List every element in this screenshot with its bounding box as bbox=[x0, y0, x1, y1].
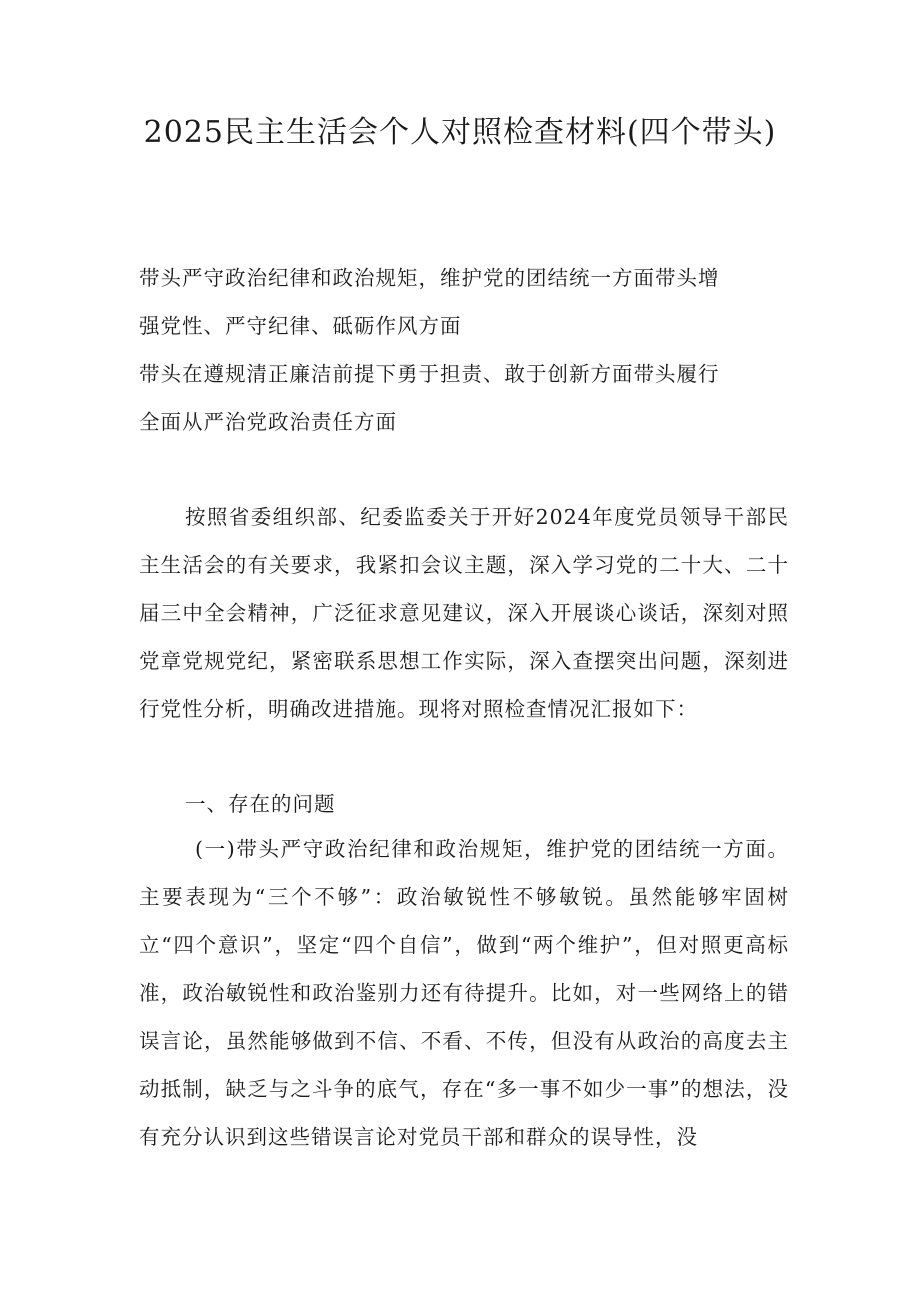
body-paragraph: (一)带头严守政治纪律和政治规矩，维护党的团结统一方面。主要表现为“三个不够”：政治敏锐性不够敏锐。虽然能够牢固树立“四个意识”，坚定“四个自信”，做到“两个维护”，但对照更高标准，政治敏锐性和政治鉴别力还有待提升。比如，对一些网络上的错误言论，虽然能够做到不信、不看、不传，但没有从政治的高度去主动抵制，缺乏与之斗争的底气，存在“多一事不如少一事”的想法，没有充分认识到这些错误言论对党员干部和群众的误导性，没 bbox=[139, 837, 789, 1149]
intro-paragraph: 按照省委组织部、纪委监委关于开好2024年度党员领导干部民主生活会的有关要求，我紧扣会议主题，深入学习党的二十大、二十届三中全会精神，广泛征求意见建议，深入开展谈心谈话，深刻对照党章党规党纪，紧密联系思想工作实际，深入查摆突出问题，深刻进行党性分析，明确改进措施。现将对照检查情况汇报如下： bbox=[139, 505, 789, 721]
section-heading: 一、存在的问题 bbox=[185, 792, 336, 816]
document-title: 2025民主生活会个人对照检查材料(四个带头) bbox=[143, 115, 777, 150]
topic-item: 带头在遵规清正廉洁前提下勇于担责、敢于创新方面带头履行 全面从严治党政治责任方面 bbox=[139, 362, 720, 434]
topic-item: 带头严守政治纪律和政治规矩，维护党的团结统一方面带头增 强党性、严守纪律、砥砺作风方面 bbox=[139, 266, 720, 338]
topic-list bbox=[139, 254, 789, 446]
